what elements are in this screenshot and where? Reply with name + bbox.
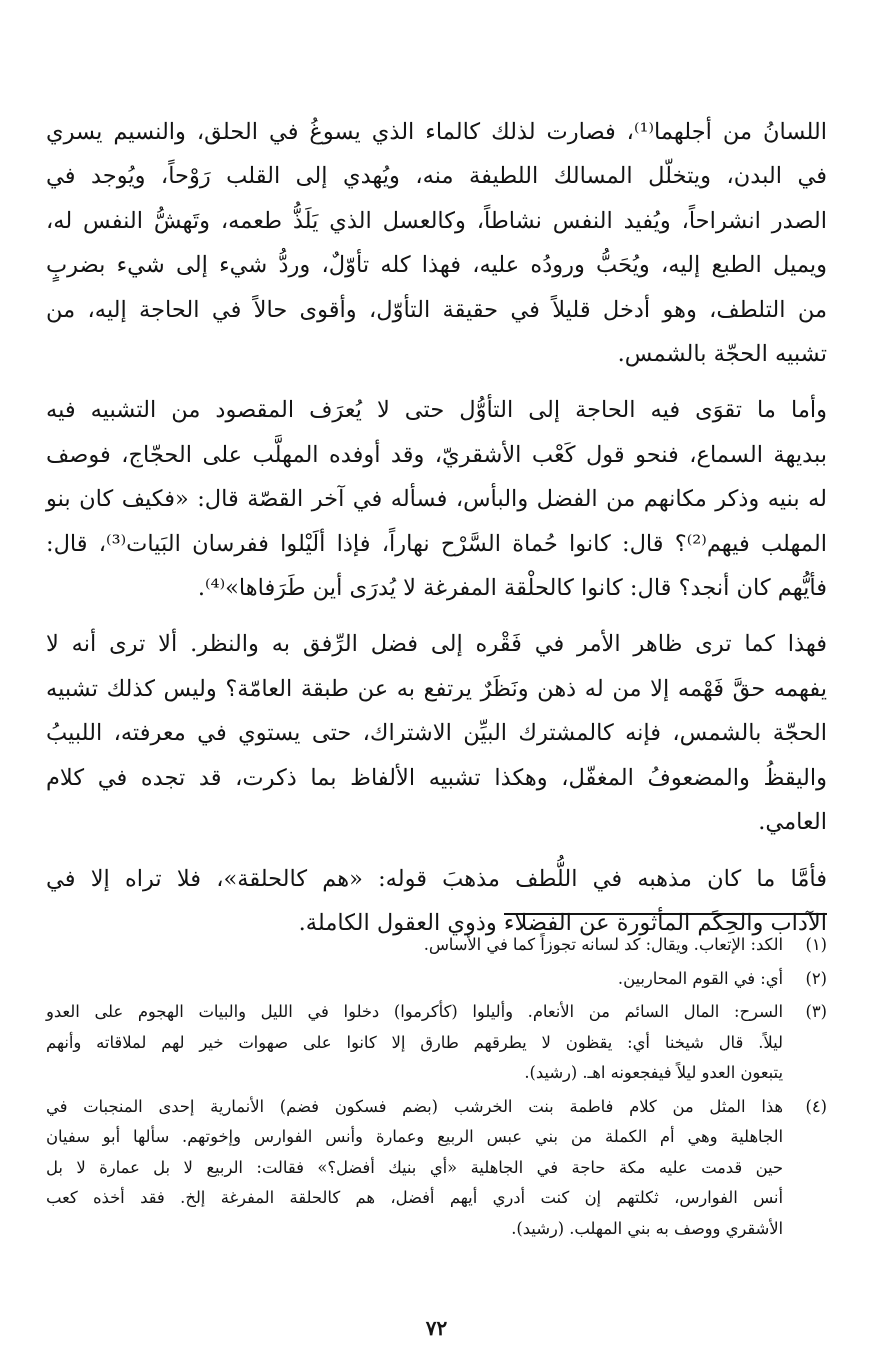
text-line: الآداب والحِكَم المأثورة عن الفضلاء وذوي العقول الكاملة. <box>298 909 827 936</box>
paragraph <box>46 110 827 376</box>
footnote-number: (٣) <box>805 1002 827 1021</box>
text-line: في البدن، ويتخلّل المسالك اللطيفة منه، ويُهدي إلى القلب رَوْحاً، ويُوجد في <box>46 163 827 190</box>
footnote-number: (١) <box>805 935 827 954</box>
footnote <box>46 930 827 961</box>
text-line: المهلب فيهم⁽²⁾؟ قال: كانوا حُماة السَّرْح نهاراً، فإذا ألَيْلوا ففرسان البَيات⁽³⁾، قال: <box>46 530 827 557</box>
footnote-separator <box>504 913 827 915</box>
page-number: ٧٢ <box>425 1316 448 1340</box>
footnote <box>46 964 827 995</box>
footnote-line: ليلاً. قال شيخنا أي: يقظون لا يطرقهم طارق إلا كانوا على صهوات خير لهم لملاقاته وأنهم <box>46 1032 783 1052</box>
text-line: يفهمه حقَّ فَهْمه إلا من له ذهن ونَظَرٌ يرتفع به عن طبقة العامّة؟ وليس كذلك تشبيه <box>46 675 827 702</box>
text-line: ويميل الطبع إليه، ويُحَبُّ ورودُه عليه، فهذا كله تأوّلٌ، وردُّ شيء إلى شيء بضربٍ <box>46 252 827 279</box>
footnote-line: حين قدمت عليه مكة حاجة في الجاهلية «أي بنيك أفضل؟» فقالت: الربيع لا بل عمارة لا بل <box>46 1157 783 1177</box>
footnote-number: (٢) <box>805 968 827 988</box>
text-line: من التلطف، وهو أدخل قليلاً في حقيقة التأوّل، وأقوى حالاً في الحاجة إليه، من <box>46 296 827 323</box>
footnote-line: أي: في القوم المحاربين. <box>617 968 783 988</box>
text-line: فأمَّا ما كان مذهبه في اللُّطف مذهبَ قوله: «هم كالحلقة»، فلا تراه إلا في <box>46 865 827 892</box>
footnote-number: (٤) <box>805 1096 827 1116</box>
paragraph <box>46 622 827 844</box>
text-line: اللسانُ من أجلهما⁽¹⁾، فصارت لذلك كالماء الذي يسوغُ في الحلق، والنسيم يسري <box>46 119 827 145</box>
text-line: واليقظُ والمضعوفُ المغفّل، وهكذا تشبيه الألفاظ بما ذكرت، قد تجده في كلام <box>46 764 827 791</box>
footnote-line: السرح: المال السائم من الأنعام. وأليلوا (كأكرموا) دخلوا في الليل والبيات الهجوم على العدو <box>46 1002 783 1021</box>
footnote <box>46 997 827 1089</box>
text-line: الحجّة بالشمس، فإنه كالمشترك البيِّن الاشتراك، حتى يستوي في معرفته، اللبيبُ <box>46 720 827 747</box>
text-line: فهذا كما ترى ظاهر الأمر في فَقْره إلى فضل الرِّفق به والنظر. ألا ترى أنه لا <box>46 631 827 658</box>
text-line: ببديهة السماع، فنحو قول كَعْب الأشقريّ، وقد أوفده المهلَّب على الحجّاج، فوصف <box>46 441 827 468</box>
footnote-line: هذا المثل من كلام فاطمة بنت الخرشب (بضم فسكون فضم) الأنمارية إحدى المنجبات في <box>46 1096 783 1116</box>
footnote-line: الجاهلية وهي أم الكملة من بني عبس الربيع وعمارة وأنس الفوارس وإخوتهم. سألها أبو سفيان <box>46 1127 783 1146</box>
footnotes <box>46 930 827 1247</box>
footnote-line: الأشقري ووصف به بني المهلب. (رشيد). <box>511 1218 783 1238</box>
main-text <box>46 110 827 957</box>
footnote-line: الكد: الإتعاب. ويقال: كد لسانه تجوزاً كما في الأساس. <box>423 935 783 954</box>
footnote <box>46 1092 827 1245</box>
text-line: له بنيه وذكر مكانهم من الفضل والبأس، فسأله في آخر القصّة قال: «فكيف كان بنو <box>46 486 827 513</box>
footnote-line: يتبعون العدو ليلاً فيفجعونه اهـ. (رشيد). <box>524 1063 783 1082</box>
text-line: وأما ما تقوَى فيه الحاجة إلى التأوُّل حتى لا يُعرَف المقصود من التشبيه فيه <box>46 397 827 424</box>
text-line: تشبيه الحجّة بالشمس. <box>617 341 827 368</box>
paragraph <box>46 388 827 610</box>
text-line: الصدر انشراحاً، ويُفيد النفس نشاطاً، وكالعسل الذي يَلَذُّ طعمه، وتَهشُّ النفس له، <box>46 207 827 234</box>
footnote-line: أنس الفوارس، ثكلتهم إن كنت أدري أيهم أفضل، هم كالحلقة المفرغة إلخ. فقد أخذه كعب <box>46 1188 783 1207</box>
text-line: العامي. <box>758 809 827 836</box>
text-line: فأيُّهم كان أنجد؟ قال: كانوا كالحلْقة المفرغة لا يُدرَى أين طَرَفاها»⁽⁴⁾. <box>197 575 827 602</box>
